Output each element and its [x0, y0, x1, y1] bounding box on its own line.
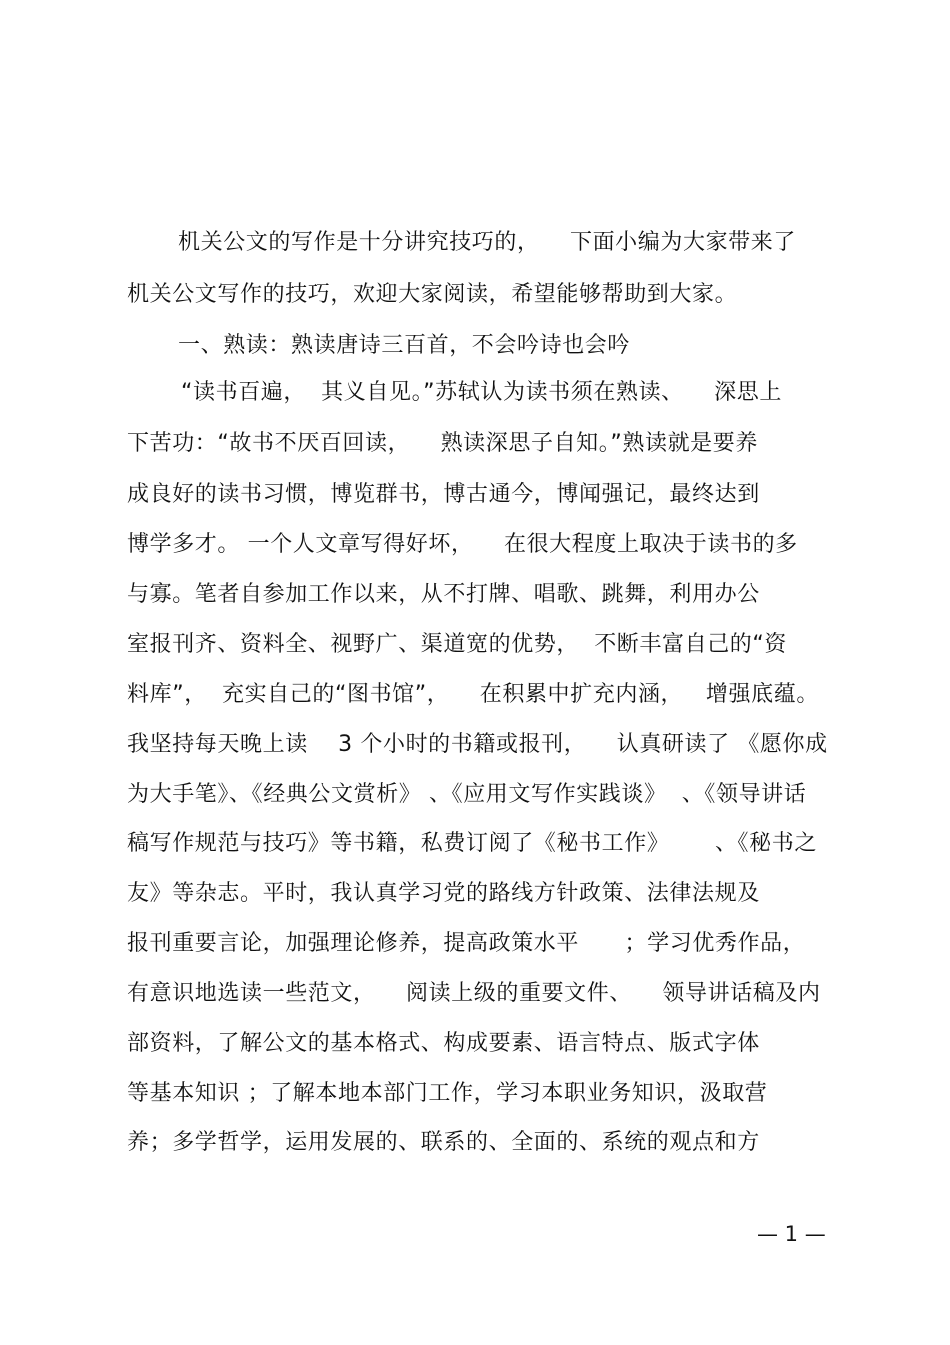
section-heading: 一、熟读：熟读唐诗三百首，不会吟诗也会吟 [178, 333, 631, 358]
text-line: 稿写作规范与技巧》等书籍，私费订阅了《秘书工作》 、《秘书之 [127, 831, 817, 856]
text-line: 机关公文写作的技巧，欢迎大家阅读，希望能够帮助到大家。 [127, 282, 738, 307]
text-line: 为大手笔》、《经典公文赏析》 、《应用文写作实践谈》 、《领导讲话 [127, 782, 807, 807]
text-line: 部资料，了解公文的基本格式、构成要素、语言特点、版式字体 [127, 1031, 760, 1056]
text-line: 报刊重要言论，加强理论修养，提高政策水平 ；学习优秀作品， [127, 931, 806, 956]
text-line: 成良好的读书习惯，博览群书，博古通今，博闻强记，最终达到 [127, 482, 760, 507]
text-line: “读书百遍， 其义自见。”苏轼认为读书须在熟读、 深思上 [181, 380, 782, 405]
text-line: 我坚持每天晚上读 3 个小时的书籍或报刊， 认真研读了 《愿你成 [127, 732, 828, 757]
text-line: 有意识地选读一些范文， 阅读上级的重要文件、 领导讲话稿及内 [127, 981, 821, 1006]
text-line: 下苦功：“故书不厌百回读， 熟读深思子自知。”熟读就是要养 [127, 431, 758, 456]
text-line: 友》等杂志。平时，我认真学习党的路线方针政策、法律法规及 [127, 881, 760, 906]
text-line: 养；多学哲学，运用发展的、联系的、全面的、系统的观点和方 [127, 1130, 760, 1155]
text-line: 博学多才。 一个人文章写得好坏， 在很大程度上取决于读书的多 [127, 532, 798, 557]
text-line: 与寡。笔者自参加工作以来，从不打牌、唱歌、跳舞，利用办公 [127, 582, 760, 607]
text-line: 等基本知识 ；了解本地本部门工作，学习本职业务知识，汲取营 [127, 1081, 768, 1106]
text-line: 料库”， 充实自己的“图书馆”， 在积累中扩充内涵， 增强底蕴。 [127, 682, 819, 707]
text-line: 机关公文的写作是十分讲究技巧的， 下面小编为大家带来了 [178, 230, 796, 255]
page-number: — 1 — [757, 1222, 826, 1246]
text-line: 室报刊齐、资料全、视野广、渠道宽的优势， 不断丰富自己的“资 [127, 632, 787, 657]
